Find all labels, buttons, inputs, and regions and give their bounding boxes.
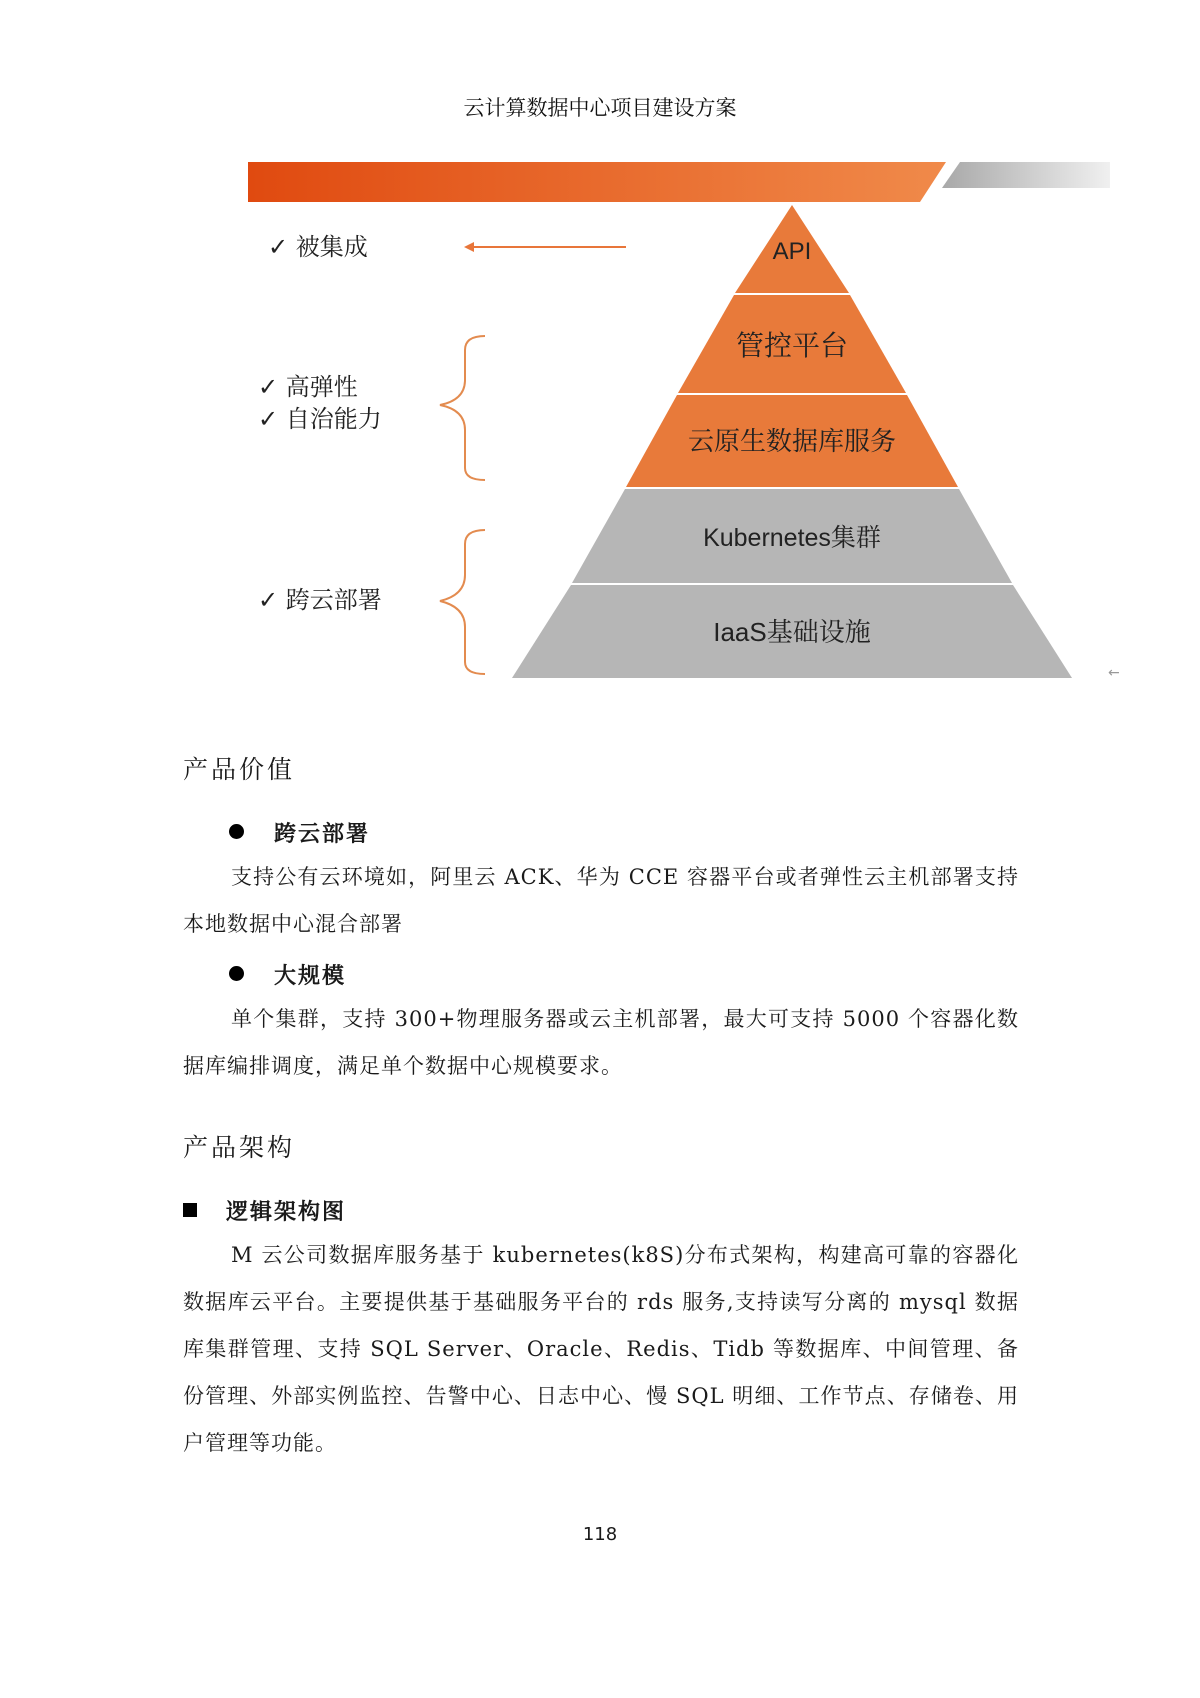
label-elastic: ✓ 高弹性: [258, 373, 358, 401]
label-integrated: ✓ 被集成: [268, 233, 368, 261]
top-orange-banner: [248, 162, 946, 202]
paragraph-large-scale: 单个集群，支持 300+物理服务器或云主机部署，最大可支持 5000 个容器化数据库编排调度，满足单个数据中心规模要求。: [183, 1007, 1019, 1078]
bullet-dot-icon: [229, 966, 244, 981]
bullet-title: 大规模: [274, 963, 347, 989]
architecture-pyramid-figure: [0, 150, 1200, 690]
paragraph-cross-cloud: 支持公有云环境如，阿里云 ACK、华为 CCE 容器平台或者弹性云主机部署支持本地数据中心混合部署: [183, 865, 1019, 936]
layer-label-db-service: 云原生数据库服务: [687, 426, 897, 456]
layer-label-control: 管控平台: [735, 330, 849, 361]
page-header-title: 云计算数据中心项目建设方案: [463, 96, 737, 120]
page-number: 118: [582, 1524, 618, 1545]
bullet-item-large-scale: [229, 959, 346, 990]
layer-label-kubernetes: Kubernetes集群: [703, 524, 881, 552]
bullet-item-cross-cloud: [229, 817, 370, 848]
square-bullet-icon: [183, 1203, 197, 1217]
subheading-logical-architecture: [183, 1195, 346, 1226]
layer-label-iaas: IaaS基础设施: [713, 617, 871, 647]
bracket-lower: [440, 530, 485, 674]
subheading-text: 逻辑架构图: [226, 1199, 347, 1225]
integration-arrow-head: [464, 242, 474, 252]
bracket-upper: [440, 336, 485, 480]
bullet-dot-icon: [229, 824, 244, 839]
paragraph-architecture: M 云公司数据库服务基于 kubernetes(k8S)分布式架构，构建高可靠的容器化数据库云平台。主要提供基于基础服务平台的 rds 服务,支持读写分离的 mysql 数据库集群管理、支持 SQL Server、Oracle、Redis、Tidb 等数据库、中间管理、备份管理、外部实例监控、告警中心、日志中心、慢 SQL 明细、工作节点、存储卷、用户管理等功能。: [183, 1243, 1019, 1455]
top-gray-banner: [942, 162, 1110, 188]
label-cross-cloud: ✓ 跨云部署: [258, 586, 382, 614]
section-heading-architecture: 产品架构: [183, 1133, 296, 1162]
bullet-title: 跨云部署: [274, 821, 371, 847]
small-return-arrow-icon: ←: [1108, 665, 1120, 681]
section-heading-value: 产品价值: [183, 755, 296, 784]
label-autonomous: ✓ 自治能力: [258, 405, 382, 433]
layer-label-api: API: [772, 238, 812, 265]
